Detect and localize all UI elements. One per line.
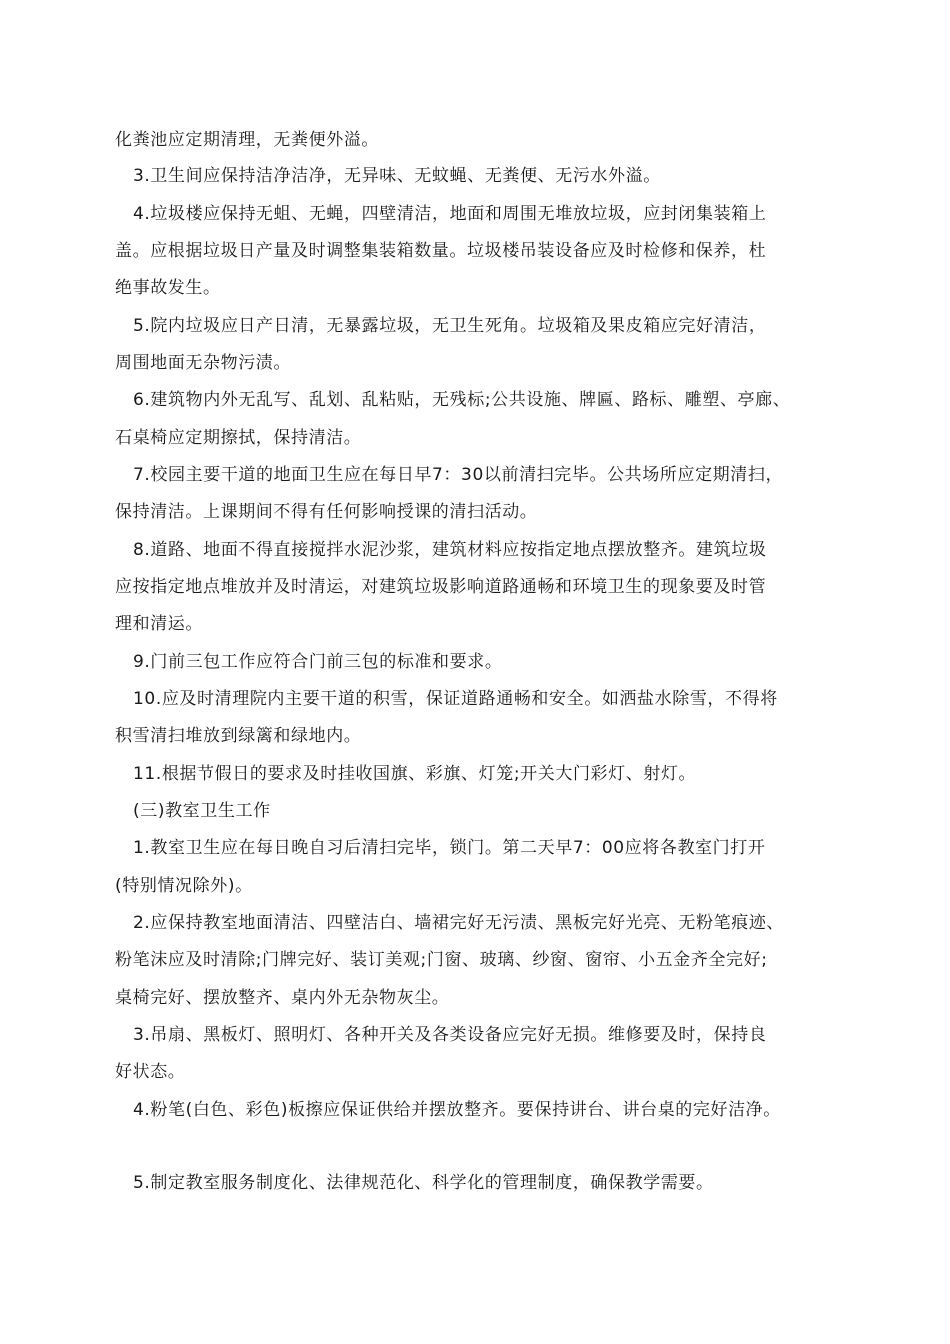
text-line: 桌椅完好、摆放整齐、桌内外无杂物灰尘。 xyxy=(115,988,450,1008)
text-line: 7.校园主要干道的地面卫生应在每日早7：30以前清扫完毕。公共场所应定期清扫， xyxy=(133,465,784,485)
text-line: 6.建筑物内外无乱写、乱划、乱粘贴，无残标;公共设施、牌匾、路标、雕塑、亭廊、 xyxy=(133,390,791,410)
text-line: 应按指定地点堆放并及时清运，对建筑垃圾影响道路通畅和环境卫生的现象要及时管 xyxy=(115,577,767,597)
text-line: 2.应保持教室地面清洁、四壁洁白、墙裙完好无污渍、黑板完好光亮、无粉笔痕迹、 xyxy=(133,913,785,933)
text-line: 好状态。 xyxy=(115,1062,186,1082)
text-line: 3.卫生间应保持洁净洁净，无异味、无蚊蝇、无粪便、无污水外溢。 xyxy=(133,166,661,186)
text-line: 10.应及时清理院内主要干道的积雪，保证道路通畅和安全。如洒盐水除雪，不得将 xyxy=(133,689,778,709)
text-line: 保持清洁。上课期间不得有任何影响授课的清扫活动。 xyxy=(115,502,538,522)
text-line: 9.门前三包工作应符合门前三包的标准和要求。 xyxy=(133,652,503,672)
text-line: 石桌椅应定期擦拭，保持清洁。 xyxy=(115,428,362,448)
text-line: 11.根据节假日的要求及时挂收国旗、彩旗、灯笼;开关大门彩灯、射灯。 xyxy=(133,764,697,784)
text-line: 化粪池应定期清理，无粪便外溢。 xyxy=(115,130,379,150)
text-line: 理和清运。 xyxy=(115,614,203,634)
text-line: 5.院内垃圾应日产日清，无暴露垃圾，无卫生死角。垃圾箱及果皮箱应完好清洁， xyxy=(133,316,767,336)
text-line: 5.制定教室服务制度化、法律规范化、科学化的管理制度，确保教学需要。 xyxy=(133,1173,714,1193)
text-line: 8.道路、地面不得直接搅拌水泥沙浆，建筑材料应按指定地点摆放整齐。建筑垃圾 xyxy=(133,540,767,560)
text-line: 积雪清扫堆放到绿篱和绿地内。 xyxy=(115,726,362,746)
text-line: (特别情况除外)。 xyxy=(115,876,253,896)
text-line: 周围地面无杂物污渍。 xyxy=(115,353,291,373)
text-line: 3.吊扇、黑板灯、照明灯、各种开关及各类设备应完好无损。维修要及时，保持良 xyxy=(133,1025,767,1045)
section-heading: (三)教室卫生工作 xyxy=(133,801,271,821)
text-line: 1.教室卫生应在每日晚自习后清扫完毕，锁门。第二天早7：00应将各教室门打开 xyxy=(133,838,766,858)
text-line: 绝事故发生。 xyxy=(115,278,221,298)
text-line: 粉笔沫应及时清除;门牌完好、装订美观;门窗、玻璃、纱窗、窗帘、小五金齐全完好; xyxy=(115,950,768,970)
text-line: 4.粉笔(白色、彩色)板擦应保证供给并摆放整齐。要保持讲台、讲台桌的完好洁净。 xyxy=(133,1100,781,1120)
text-line: 盖。应根据垃圾日产量及时调整集装箱数量。垃圾楼吊装设备应及时检修和保养，杜 xyxy=(115,241,767,261)
text-line: 4.垃圾楼应保持无蛆、无蝇，四壁清洁，地面和周围无堆放垃圾，应封闭集装箱上 xyxy=(133,204,767,224)
